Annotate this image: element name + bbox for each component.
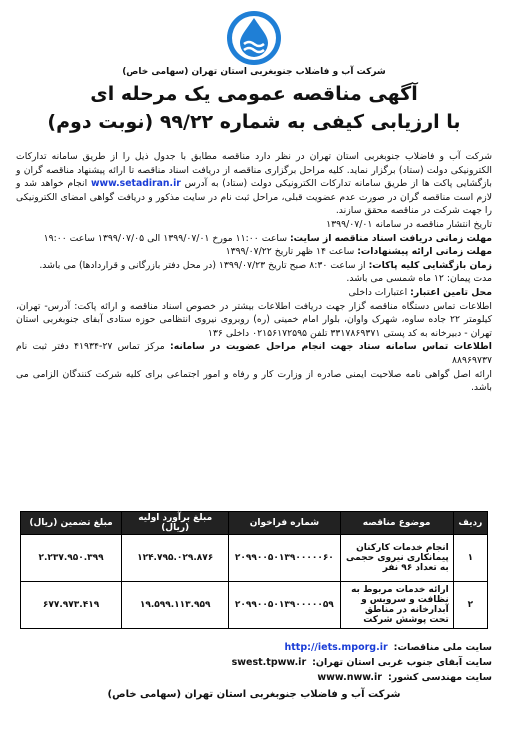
safety-requirement: ارائه اصل گواهی نامه صلاحیت ایمنی صادره از وزارت کار و رفاه و امور اجتماعی برای کلیه شرکت کنندگان الزامی می باشد. [16,368,492,394]
funding-label: محل تامین اعتبار: [410,286,492,298]
deadline-offers-value: ساعت ۱۴ ظهر تاریخ ۱۳۹۹/۰۷/۲۲ [225,246,355,258]
company-name-bottom: شرکت آب و فاضلاب جنوبغربی استان تهران (سهامی خاص) [107,689,401,700]
table-row [21,582,488,629]
tender-site-link[interactable]: http://iets.mporg.ir [284,642,388,653]
deadline-docs-value: ساعت ۱۱:۰۰ مورخ ۱۳۹۹/۰۷/۰۱ الی ۱۳۹۹/۰۷/۰۵ ساعت ۱۹:۰۰ [43,232,287,244]
setad-link[interactable]: www.setadiran.ir [90,178,181,190]
contact-info: اطلاعات تماس دستگاه مناقصه گزار جهت دریافت اطلاعات بیشتر در خصوص اسناد مناقصه و ارائه پاکت: آدرس- تهران، کیلومتر ۲۲ جاده ساوه، شهرک واوان، بلوار امام خمینی (ره) روبروی نیروی انتظامی حوزه ستادی آبفای جنوبغربی استان تهران - دبیرخانه به کد پستی ۳۳۱۷۸۶۹۳۷۱ تلفن ۰۲۱۵۶۱۷۲۵۹۵ داخلی ۱۳۶ [16,300,493,339]
tender-site-row [16,640,492,655]
call-number: ۲۰۹۹۰۰۵۰۱۳۹۰۰۰۰۰۵۹ [229,582,340,629]
guarantee-amount: ۶۷۷.۹۷۳.۴۱۹ [21,582,122,629]
contract-duration: مدت پیمان: ۱۲ ماه شمسی می باشد. [346,273,492,285]
deadline-docs [16,232,492,246]
intro-paragraph [16,150,492,218]
col-header-row-number: ردیف [453,512,487,535]
guarantee-amount: ۲.۲۳۷.۹۵۰.۳۹۹ [21,535,122,582]
tender-site-label: سایت ملی مناقصات: [393,642,492,653]
tender-table [20,511,488,629]
row-number: ۲ [453,582,487,629]
company-name-top: شرکت آب و فاضلاب جنوبغربی استان تهران (سهامی خاص) [122,67,386,77]
notice-subtitle: با ارزیابی کیفی به شماره ۹۹/۲۲ (نوبت دوم) [47,111,461,133]
estimate-amount: ۱۲۴.۷۹۵.۰۲۹.۸۷۶ [122,535,229,582]
col-header-estimate: مبلغ برآورد اولیه (ریال) [122,512,229,535]
notice-body [16,150,492,395]
col-header-subject: موضوع مناقصه [340,512,453,535]
opening-value: از ساعت ۸:۳۰ صبح تاریخ ۱۳۹۹/۰۷/۲۳ (در محل دفتر بازرگانی و قراردادها) می باشد. [39,259,366,271]
opening-label: زمان بازگشایی کلیه پاکات: [368,259,492,271]
deadline-offers [16,245,492,259]
tender-subject: انجام خدمات کارکنان پیمانکاری نیروی حجمی به تعداد ۹۶ نفر [340,535,453,582]
col-header-guarantee: مبلغ تضمین (ریال) [21,512,122,535]
abfa-site-row [16,655,492,670]
funding-value: اعتبارات داخلی [348,286,408,298]
col-header-call-number: شماره فراخوان [229,512,340,535]
opening-time [16,259,492,273]
notice-title: آگهی مناقصه عمومی یک مرحله ای [90,83,418,105]
engineering-site-link[interactable]: www.nww.ir [317,672,382,683]
call-number: ۲۰۹۹۰۰۵۰۱۳۹۰۰۰۰۰۶۰ [229,535,340,582]
intro-text: شرکت آب و فاضلاب جنوبغربی استان تهران در نظر دارد مناقصه مطابق با جدول ذیل را از طریق سامانه تدارکات الکترونیکی دولت (ستاد) برگزار نماید. کلیه مراحل برگزاری مناقصه از دریافت اسناد مناقصه تا ارائه پیشنهاد مناقصه گران و بازگشایی پاکت ها از طریق سامانه تدارکات الکترونیکی دولت (ستاد) به آدرس [16,151,492,190]
estimate-amount: ۱۹.۵۹۹.۱۱۳.۹۵۹ [122,582,229,629]
tender-subject: ارائه خدمات مربوط به نظافت و سرویس و آبدارخانه در مناطق تحت پوشش شرکت [340,582,453,629]
row-number: ۱ [453,535,487,582]
setad-contact-value: مرکز تماس ۲۷-۴۱۹۳۴ دفتر ثبت نام ۸۸۹۶۹۷۳۷ [16,341,492,366]
abfa-site-label: سایت آبفای جنوب غربی استان تهران: [312,657,492,668]
table-row [21,535,488,582]
setad-contact [16,340,492,367]
engineering-site-label: سایت مهندسی کشور: [387,672,492,683]
engineering-site-row [16,670,492,685]
publish-date: تاریخ انتشار مناقصه در سامانه ۱۳۹۹/۰۷/۰۱ [326,218,492,230]
abfa-site-link[interactable]: swest.tpww.ir [231,657,307,668]
setad-contact-label: اطلاعات تماس سامانه ستاد جهت انجام مراحل عضویت در سامانه: [170,341,492,353]
notice-footer [16,640,492,702]
intro-rest-text: انجام خواهد شد و لازم است مناقصه گران در صورت عدم عضویت قبلی، مراحل ثبت نام در سایت مذکور و دریافت گواهی امضای الکترونیکی را جهت شرکت در مناقصه محقق سازند. [16,178,492,217]
deadline-offers-label: مهلت زمانی ارائه پیشنهادات: [357,246,492,258]
deadline-docs-label: مهلت زمانی دریافت اسناد مناقصه از سایت: [289,232,492,244]
funding [16,286,492,300]
water-company-logo [226,10,282,66]
table-header-row [21,512,488,535]
